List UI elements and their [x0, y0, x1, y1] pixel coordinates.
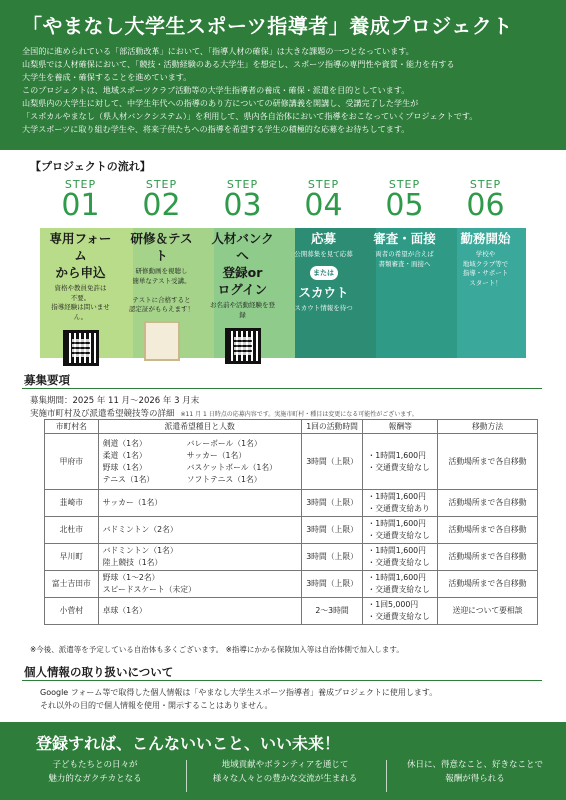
cell-sports: [98, 544, 301, 571]
benefit-line: 報酬が得られる: [445, 774, 505, 784]
sport-item: 卓球（1名）: [102, 606, 147, 615]
cell-move: 活動場所まで各自移動: [438, 544, 538, 571]
qr-code-icon[interactable]: [63, 330, 99, 366]
divider: [386, 760, 387, 792]
step-number: 06: [466, 188, 505, 223]
recruit-table: [44, 419, 538, 625]
cell-time: 3時間（上限）: [301, 434, 363, 490]
pay-item: ・1時間1,600円: [367, 546, 426, 555]
project-flow-steps: [40, 178, 526, 358]
cell-time: 3時間（上限）: [301, 517, 363, 544]
cell-pay: [363, 598, 438, 625]
cell-city: 富士吉田市: [45, 571, 99, 598]
cell-pay: [363, 544, 438, 571]
intro-line: 大学スポーツに取り組む学生や、将来子供たちへの指導を希望する学生の積極的な応募をお待ちしてます。: [22, 124, 410, 134]
step-title: スカウト: [298, 284, 349, 300]
sport-item: サッカー（1名）: [186, 450, 247, 460]
cell-pay: [363, 571, 438, 598]
step-desc: 学校や 地域クラブ等で 指導・サポート スタート！: [462, 250, 509, 287]
sport-item: バスケットボール（1名）: [186, 462, 277, 472]
step-desc: お名前や活動経験を登録: [210, 301, 275, 319]
sport-item: サッカー（1名）: [102, 498, 163, 507]
intro-line: 山梨県内の大学生に対して、中学生年代への指導のあり方についての研修講義を開講し、受講完了した学生が: [22, 98, 419, 108]
step-number: 03: [223, 188, 262, 223]
step-title: 応募: [310, 231, 336, 246]
step-06: [445, 178, 526, 358]
step-number: 05: [385, 188, 424, 223]
col-sports: 派遣希望種目と人数: [98, 420, 301, 434]
divider: [186, 760, 187, 792]
cell-sports: [98, 490, 301, 517]
qr-code-icon[interactable]: [225, 328, 261, 364]
cell-move: 活動場所まで各自移動: [438, 490, 538, 517]
sport-item: 剣道（1名）: [102, 438, 147, 448]
sport-item: スピードスケート（未定）: [102, 585, 196, 594]
step-label: STEP: [307, 178, 340, 191]
step-02: [121, 178, 202, 358]
intro-line: 大学生を養成・確保することを進めています。: [22, 72, 192, 82]
sport-item: ソフトテニス（1名）: [186, 474, 262, 484]
header-banner: [0, 0, 566, 150]
table-row: [45, 571, 538, 598]
cell-sports: [98, 517, 301, 544]
table-header-row: [45, 420, 538, 434]
benefit-line: 地域貢献やボランティアを通じて: [221, 760, 349, 770]
step-title: 人材バンクへ 登録or ログイン: [211, 231, 274, 297]
step-desc: 研修動画を視聴し 簡単なテスト受講。 テストに合格すると 認定証がもらえます！: [129, 267, 194, 313]
table-row: [45, 490, 538, 517]
sport-item: バドミントン（1名）: [102, 546, 178, 555]
intro-line: このプロジェクトは、地域スポーツクラブ活動等の大学生指導者の養成・確保・派遣を目的としています。: [22, 85, 410, 95]
step-number: 01: [61, 188, 100, 223]
pay-item: ・1時間1,600円: [367, 573, 426, 582]
step-03: [202, 178, 283, 358]
step-01: [40, 178, 121, 358]
col-pay: 報酬等: [363, 420, 438, 434]
step-title: 専用フォーム から申込: [49, 231, 112, 280]
recruit-footnote: ※今後、派遣等を予定している自治体も多くございます。 ※指導にかかる保険加入等は自治体側で加入します。: [30, 645, 404, 654]
cell-city: 韮崎市: [45, 490, 99, 517]
step-title: 勤務開始: [460, 231, 511, 246]
sport-item: 陸上競技（1名）: [102, 558, 163, 567]
pay-item: ・交通費支給なし: [367, 558, 430, 567]
recruit-detail-note: ※11 月 1 日時点の応募内容です。実施市町村・種目は変更になる可能性がございます。: [180, 411, 418, 418]
col-time: 1回の活動時間: [301, 420, 363, 434]
sport-item: バドミントン（2名）: [102, 525, 178, 534]
benefit-line: 様々な人々との豊かな交流が生まれる: [212, 774, 358, 784]
divider: [22, 388, 542, 389]
col-city: 市町村名: [45, 420, 99, 434]
pay-item: ・交通費支給なし: [367, 585, 430, 594]
benefit-line: 子どもたちとの日々が: [52, 760, 138, 770]
cell-move: 活動場所まで各自移動: [438, 571, 538, 598]
step-desc: 資格や教員免許は 不要。 指導経験は問いません。: [51, 284, 110, 321]
pay-item: ・交通費支給あり: [367, 504, 430, 513]
pay-item: ・1時間1,600円: [367, 450, 426, 460]
cell-move: 送迎について要相談: [438, 598, 538, 625]
divider: [22, 680, 542, 681]
cell-move: 活動場所まで各自移動: [438, 434, 538, 490]
step-label: STEP: [64, 178, 97, 191]
intro-line: 全国的に進められている「部活動改革」において、「指導人材の確保」は大きな課題の一つとなっています。: [22, 46, 414, 56]
table-row: [45, 544, 538, 571]
pay-item: ・交通費支給なし: [367, 612, 430, 621]
cell-time: 2〜3時間: [301, 598, 363, 625]
cell-sports: [98, 598, 301, 625]
benefit-item: [190, 758, 380, 794]
sport-item: 野球（1〜2名）: [102, 573, 160, 582]
cell-pay: [363, 434, 438, 490]
privacy-line: それ以外の目的で個人情報を使用・開示することはありません。: [40, 701, 273, 710]
pay-item: ・1時間1,600円: [367, 492, 426, 501]
cell-city: 北杜市: [45, 517, 99, 544]
cell-move: 活動場所まで各自移動: [438, 517, 538, 544]
step-number: 04: [304, 188, 343, 223]
step-desc: スカウト情報を待つ: [294, 303, 353, 312]
cell-city: 甲府市: [45, 434, 99, 490]
footer-banner: [0, 722, 566, 800]
sport-item: 野球（1名）: [102, 462, 147, 472]
cell-city: 小菅村: [45, 598, 99, 625]
footer-headline: 登録すれば、こんないいこと、いい未来！: [36, 734, 341, 753]
sport-item: 柔道（1名）: [102, 450, 147, 460]
recruit-title: 募集要項: [24, 373, 70, 387]
cell-time: 3時間（上限）: [301, 490, 363, 517]
intro-line: 「スポカルやまなし（県人材バンクシステム）」を利用して、県内各自治体において指導をおこなっていくプロジェクトです。: [22, 111, 478, 121]
cell-time: 3時間（上限）: [301, 544, 363, 571]
recruit-detail-label: 実施市町村及び派遣希望競技等の詳細: [30, 409, 175, 419]
certificate-icon: [144, 321, 180, 361]
recruit-period: 募集期間：2025 年 11 月〜2026 年 3 月末: [30, 396, 200, 406]
step-title: 審査・面接: [373, 231, 436, 246]
benefit-line: 魅力的なガクチカとなる: [48, 774, 142, 784]
step-label: STEP: [469, 178, 502, 191]
sport-item: バレーボール（1名）: [186, 438, 262, 448]
pay-item: ・交通費支給なし: [367, 531, 430, 540]
step-number: 02: [142, 188, 181, 223]
pay-item: ・交通費支給なし: [367, 462, 430, 472]
cell-time: 3時間（上限）: [301, 571, 363, 598]
cell-pay: [363, 517, 438, 544]
step-04: [283, 178, 364, 358]
benefit-item: [10, 758, 180, 794]
step-label: STEP: [388, 178, 421, 191]
table-row: [45, 434, 538, 490]
step-05: [364, 178, 445, 358]
table-row: [45, 517, 538, 544]
step-desc: 公開募集を見て応募: [294, 250, 353, 258]
or-badge: または: [310, 266, 338, 280]
privacy-title: 個人情報の取り扱いについて: [24, 665, 174, 679]
intro-line: 山梨県では人材確保において、「競技・活動経験のある大学生」を想定し、スポーツ指導の専門性や資質・能力を有する: [22, 59, 455, 69]
sport-item: テニス（1名）: [102, 474, 155, 484]
step-desc: 両者の希望が合えば 書類審査・面接へ: [375, 250, 434, 268]
recruit-detail: [30, 407, 418, 419]
col-move: 移動方法: [438, 420, 538, 434]
table-row: [45, 598, 538, 625]
pay-item: ・1時間1,600円: [367, 519, 426, 528]
flow-title: 【プロジェクトの流れ】: [30, 160, 151, 173]
step-title: 研修＆テスト: [130, 231, 193, 263]
benefit-line: 休日に、得意なこと、好きなことで: [406, 760, 543, 770]
cell-pay: [363, 490, 438, 517]
cell-sports: [98, 571, 301, 598]
privacy-line: Google フォーム等で取得した個人情報は「やまなし大学生スポーツ指導者」養成プロジェクトに使用します。: [40, 688, 438, 697]
cell-city: 早川町: [45, 544, 99, 571]
step-label: STEP: [145, 178, 178, 191]
cell-sports: [98, 434, 301, 490]
pay-item: ・1回5,000円: [367, 600, 419, 609]
benefit-item: [390, 758, 560, 794]
page-title: 「やまなし大学生スポーツ指導者」養成プロジェクト: [22, 14, 513, 38]
privacy-text: [40, 686, 437, 712]
step-label: STEP: [226, 178, 259, 191]
